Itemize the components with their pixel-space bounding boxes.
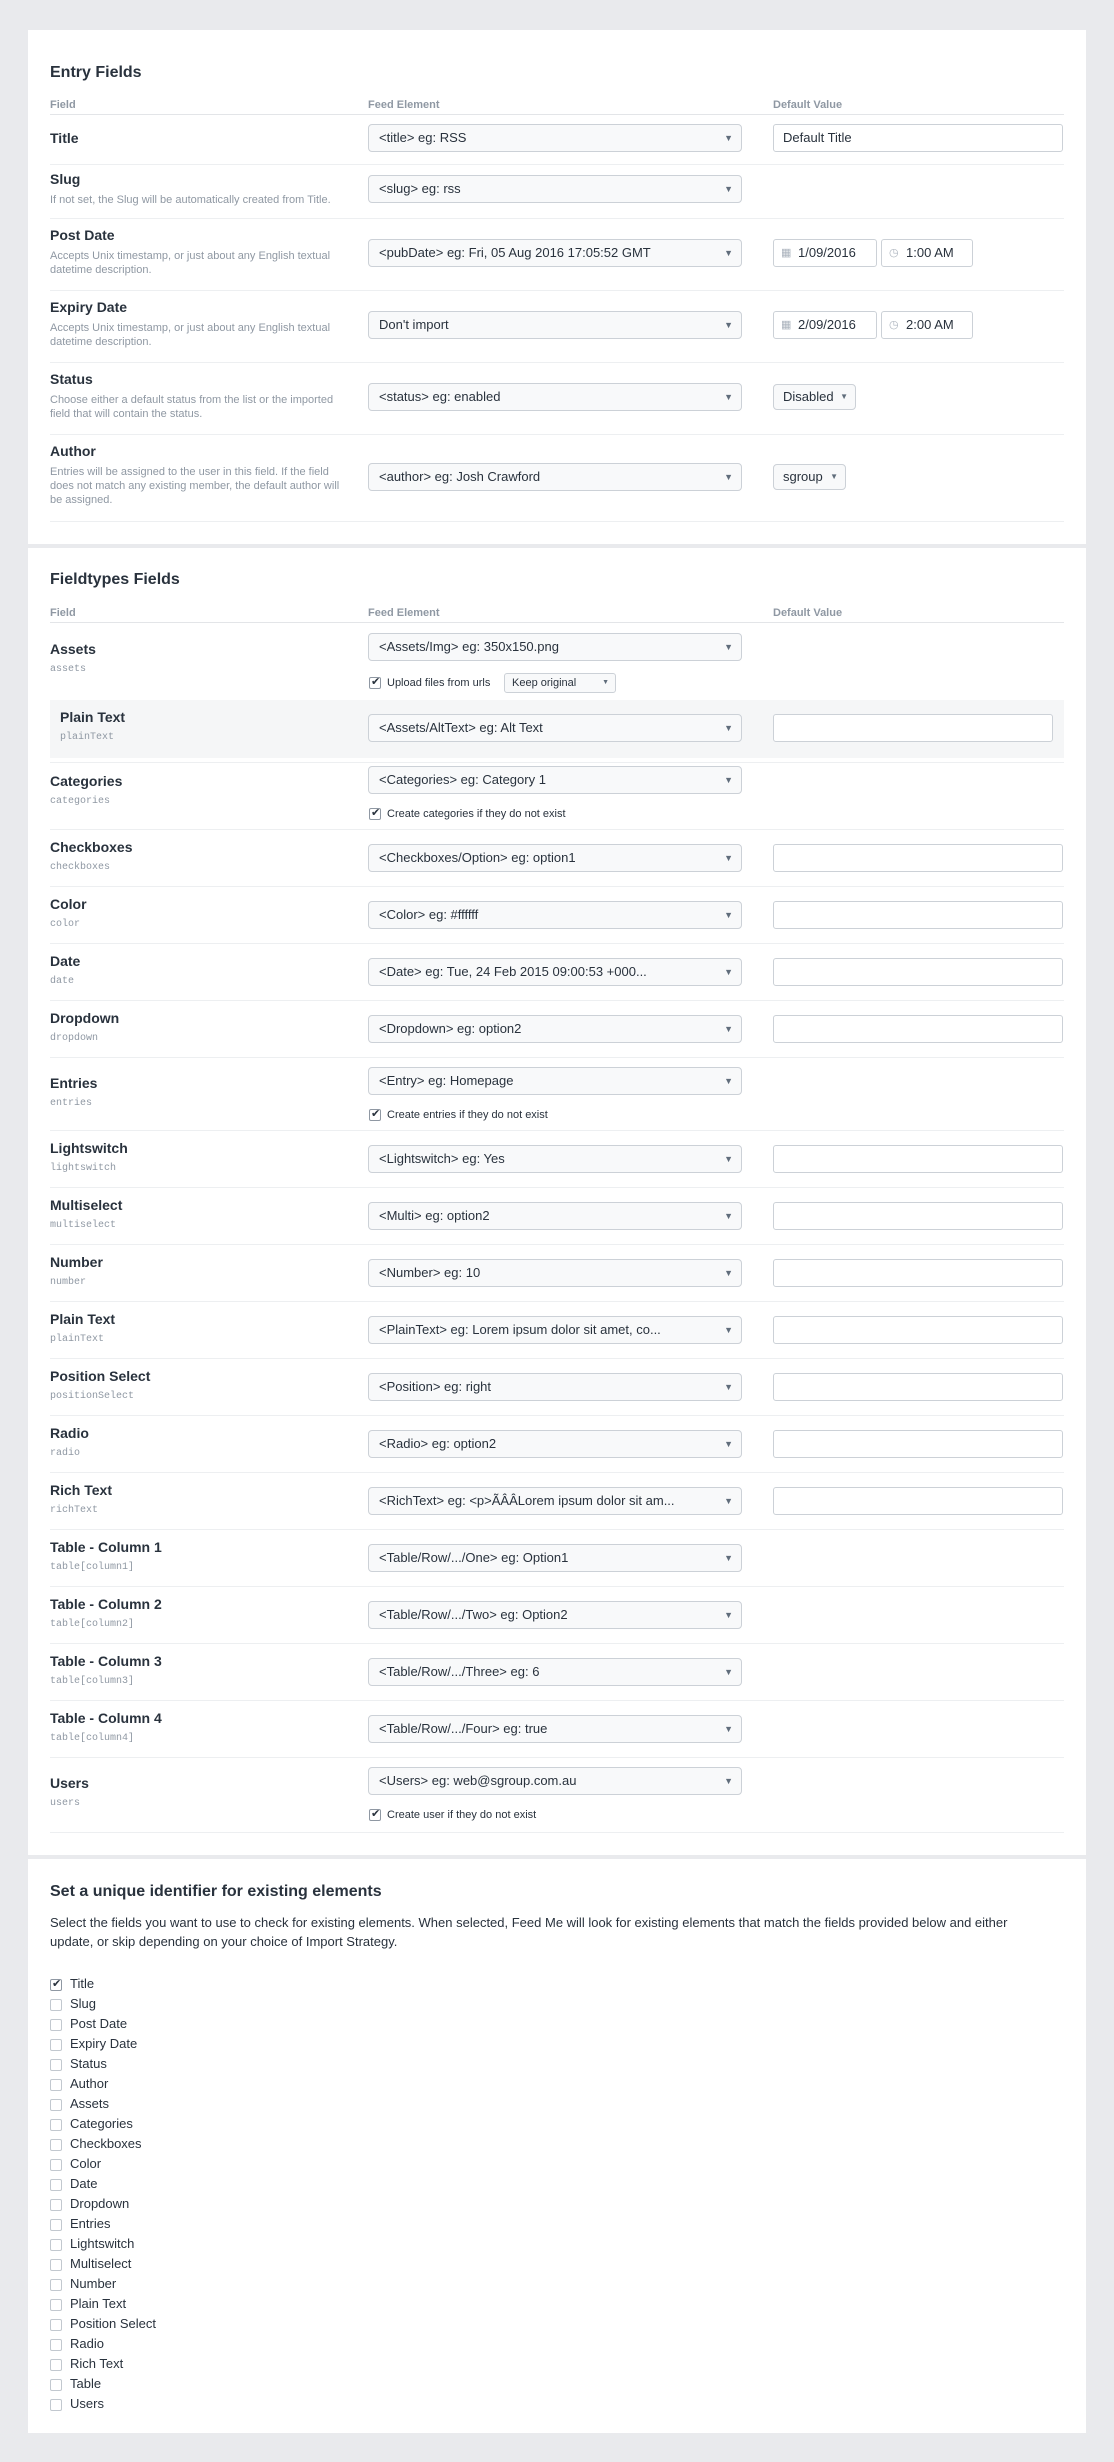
feed-select-value: <Users> eg: web@sgroup.com.au xyxy=(379,1773,577,1788)
field-label-plain-text: Plain Text xyxy=(50,1311,116,1327)
unique-label-number: Number xyxy=(70,2276,117,2291)
default-position-select-input[interactable] xyxy=(773,1373,1063,1401)
feed-select-value: <Lightswitch> eg: Yes xyxy=(379,1151,505,1166)
unique-label-expiry-date: Expiry Date xyxy=(70,2036,138,2051)
field-label-dropdown: Dropdown xyxy=(50,1010,120,1026)
create-categories-label: Create categories if they do not exist xyxy=(387,808,566,820)
date-value: 1/09/2016 xyxy=(798,245,856,260)
default-multiselect-input[interactable] xyxy=(773,1202,1063,1230)
unique-label-lightswitch: Lightswitch xyxy=(70,2236,135,2251)
entry-fields-panel xyxy=(28,30,1086,544)
unique-identifier-panel xyxy=(28,1859,1086,2433)
feed-select-position-select[interactable] xyxy=(368,1373,742,1401)
chevron-down-icon: ▼ xyxy=(724,1382,733,1392)
default-rich-text-input[interactable] xyxy=(773,1487,1063,1515)
feed-select-table-column-4[interactable] xyxy=(368,1715,742,1743)
feed-select-title[interactable] xyxy=(368,124,742,152)
chevron-down-icon: ▼ xyxy=(724,775,733,785)
row-divider xyxy=(50,943,1064,944)
feed-select-value: <Table/Row/.../Four> eg: true xyxy=(379,1721,548,1736)
feed-select-entries[interactable] xyxy=(368,1067,742,1095)
default-status-select[interactable] xyxy=(773,384,856,410)
chevron-down-icon: ▼ xyxy=(724,1211,733,1221)
unique-checkbox-color[interactable] xyxy=(50,2159,62,2171)
create-entries-checkbox[interactable] xyxy=(369,1109,381,1121)
field-label-post-date: Post Date xyxy=(50,227,115,243)
chevron-down-icon: ▼ xyxy=(724,1024,733,1034)
feed-select-value: <Radio> eg: option2 xyxy=(379,1436,497,1451)
expiry-date-time-input[interactable] xyxy=(881,311,973,339)
field-handle-rich-text: richText xyxy=(50,1505,99,1516)
time-value: 1:00 AM xyxy=(906,245,954,260)
row-divider xyxy=(50,434,1064,435)
unique-label-checkboxes: Checkboxes xyxy=(70,2136,142,2151)
unique-checkbox-dropdown[interactable] xyxy=(50,2199,62,2211)
field-label-color: Color xyxy=(50,896,87,912)
expiry-date-date-input[interactable] xyxy=(773,311,877,339)
chevron-down-icon: ▼ xyxy=(724,1724,733,1734)
upload-files-checkbox[interactable] xyxy=(369,677,381,689)
create-user-checkbox[interactable] xyxy=(369,1809,381,1821)
row-divider xyxy=(50,1358,1064,1359)
feed-select-value: <Color> eg: #ffffff xyxy=(379,907,479,922)
row-divider xyxy=(50,1187,1064,1188)
field-label-expiry-date: Expiry Date xyxy=(50,299,128,315)
create-user-label: Create user if they do not exist xyxy=(387,1809,537,1821)
feed-select-lightswitch[interactable] xyxy=(368,1145,742,1173)
chevron-down-icon: ▼ xyxy=(724,1776,733,1786)
unique-label-multiselect: Multiselect xyxy=(70,2256,132,2271)
unique-label-assets: Assets xyxy=(70,2096,110,2111)
feed-select-value: <Date> eg: Tue, 24 Feb 2015 09:00:53 +000... xyxy=(379,964,647,979)
author-value: sgroup xyxy=(783,469,823,484)
unique-checkbox-entries[interactable] xyxy=(50,2219,62,2231)
unique-checkbox-slug[interactable] xyxy=(50,1999,62,2011)
default-assets-plain-text-input[interactable] xyxy=(773,714,1053,742)
unique-checkbox-categories[interactable] xyxy=(50,2119,62,2131)
unique-checkbox-number[interactable] xyxy=(50,2279,62,2291)
unique-checkbox-date[interactable] xyxy=(50,2179,62,2191)
feed-select-value: Don't import xyxy=(379,317,449,332)
column-header-feed-element: Feed Element xyxy=(368,607,440,619)
default-color-input[interactable] xyxy=(773,901,1063,929)
calendar-icon: ▦ xyxy=(781,319,792,331)
chevron-down-icon: ▼ xyxy=(724,1496,733,1506)
unique-label-users: Users xyxy=(70,2396,104,2411)
chevron-down-icon: ▼ xyxy=(724,1667,733,1677)
field-label-title: Title xyxy=(50,130,79,146)
unique-checkbox-post-date[interactable] xyxy=(50,2019,62,2031)
unique-checkbox-expiry-date[interactable] xyxy=(50,2039,62,2051)
chevron-down-icon: ▼ xyxy=(724,392,733,402)
unique-label-author: Author xyxy=(70,2076,109,2091)
chevron-down-icon: ▼ xyxy=(724,1154,733,1164)
chevron-down-icon: ▼ xyxy=(724,248,733,258)
date-value: 2/09/2016 xyxy=(798,317,856,332)
row-divider xyxy=(50,164,1064,165)
unique-label-entries: Entries xyxy=(70,2216,111,2231)
unique-label-title: Title xyxy=(70,1976,95,1991)
chevron-down-icon: ▼ xyxy=(724,967,733,977)
calendar-icon: ▦ xyxy=(781,247,792,259)
feed-select-table-column-1[interactable] xyxy=(368,1544,742,1572)
field-label-slug: Slug xyxy=(50,171,81,187)
unique-checkbox-table[interactable] xyxy=(50,2379,62,2391)
chevron-down-icon: ▼ xyxy=(724,1268,733,1278)
row-divider xyxy=(50,1643,1064,1644)
row-divider xyxy=(50,1700,1064,1701)
default-number-input[interactable] xyxy=(773,1259,1063,1287)
header-divider xyxy=(50,622,1064,623)
unique-label-slug: Slug xyxy=(70,1996,97,2011)
field-handle-entries: entries xyxy=(50,1098,93,1109)
field-handle-table-column-4: table[column4] xyxy=(50,1733,135,1744)
row-divider xyxy=(50,1415,1064,1416)
field-handle-lightswitch: lightswitch xyxy=(50,1163,117,1174)
chevron-down-icon: ▼ xyxy=(724,853,733,863)
feed-select-dropdown[interactable] xyxy=(368,1015,742,1043)
row-divider xyxy=(50,1244,1064,1245)
feed-select-table-column-3[interactable] xyxy=(368,1658,742,1686)
column-header-field: Field xyxy=(50,607,76,619)
feed-select-expiry-date[interactable] xyxy=(368,311,742,339)
unique-checkbox-author[interactable] xyxy=(50,2079,62,2091)
field-label-position-select: Position Select xyxy=(50,1368,151,1384)
upload-files-label: Upload files from urls xyxy=(387,677,491,689)
feed-select-value: <Assets/AltText> eg: Alt Text xyxy=(379,720,543,735)
default-plain-text-input[interactable] xyxy=(773,1316,1063,1344)
status-value: Disabled xyxy=(783,389,834,404)
feed-select-assets-plain-text[interactable] xyxy=(368,714,742,742)
chevron-down-icon: ▼ xyxy=(724,723,733,733)
unique-checkbox-radio[interactable] xyxy=(50,2339,62,2351)
field-handle-dropdown: dropdown xyxy=(50,1033,99,1044)
field-handle-categories: categories xyxy=(50,796,111,807)
default-dropdown-input[interactable] xyxy=(773,1015,1063,1043)
chevron-down-icon: ▼ xyxy=(724,133,733,143)
feed-select-value: <Table/Row/.../Three> eg: 6 xyxy=(379,1664,540,1679)
row-divider xyxy=(50,1000,1064,1001)
unique-label-dropdown: Dropdown xyxy=(70,2196,130,2211)
field-handle-table-column-1: table[column1] xyxy=(50,1562,135,1573)
clock-icon: ◷ xyxy=(889,319,899,331)
feed-select-rich-text[interactable] xyxy=(368,1487,742,1515)
unique-label-position-select: Position Select xyxy=(70,2316,156,2331)
feed-select-slug[interactable] xyxy=(368,175,742,203)
field-label-categories: Categories xyxy=(50,773,123,789)
field-label-entries: Entries xyxy=(50,1075,98,1091)
unique-checkbox-rich-text[interactable] xyxy=(50,2359,62,2371)
field-desc-author: Entries will be assigned to the user in this field. If the field does not match any existing member, the default author will be assigned. xyxy=(50,466,340,506)
row-divider xyxy=(50,1529,1064,1530)
unique-checkbox-status[interactable] xyxy=(50,2059,62,2071)
chevron-down-icon: ▼ xyxy=(724,320,733,330)
feed-select-value: <status> eg: enabled xyxy=(379,389,501,404)
field-label-lightswitch: Lightswitch xyxy=(50,1140,128,1156)
row-divider xyxy=(50,1472,1064,1473)
feed-select-assets[interactable] xyxy=(368,633,742,661)
field-handle-multiselect: multiselect xyxy=(50,1220,117,1231)
unique-identifier-title: Set a unique identifier for existing elements xyxy=(50,1883,382,1900)
field-label-users: Users xyxy=(50,1775,89,1791)
field-handle-table-column-3: table[column3] xyxy=(50,1676,135,1687)
feed-select-color[interactable] xyxy=(368,901,742,929)
feed-select-value: <Multi> eg: option2 xyxy=(379,1208,490,1223)
chevron-down-icon: ▼ xyxy=(840,392,848,401)
clock-icon: ◷ xyxy=(889,247,899,259)
chevron-down-icon: ▼ xyxy=(724,910,733,920)
field-desc-expiry-date: Accepts Unix timestamp, or just about any English textual datetime description. xyxy=(50,322,331,348)
field-handle-number: number xyxy=(50,1277,87,1288)
chevron-down-icon: ▼ xyxy=(724,1439,733,1449)
field-handle-date: date xyxy=(50,976,75,987)
row-divider xyxy=(50,762,1064,763)
feed-select-radio[interactable] xyxy=(368,1430,742,1458)
feed-select-value: <Table/Row/.../One> eg: Option1 xyxy=(379,1550,569,1565)
unique-label-post-date: Post Date xyxy=(70,2016,128,2031)
upload-mode-select[interactable] xyxy=(504,673,616,693)
field-label-date: Date xyxy=(50,953,81,969)
row-divider xyxy=(50,218,1064,219)
field-handle-checkboxes: checkboxes xyxy=(50,862,111,873)
unique-checkbox-assets[interactable] xyxy=(50,2099,62,2111)
feed-select-multiselect[interactable] xyxy=(368,1202,742,1230)
unique-label-rich-text: Rich Text xyxy=(70,2356,124,2371)
field-handle-users: users xyxy=(50,1798,81,1809)
feed-select-value: <Table/Row/.../Two> eg: Option2 xyxy=(379,1607,568,1622)
feed-select-value: <PlainText> eg: Lorem ipsum dolor sit amet, co... xyxy=(379,1322,661,1337)
unique-label-status: Status xyxy=(70,2056,107,2071)
field-label-radio: Radio xyxy=(50,1425,89,1441)
row-divider xyxy=(50,290,1064,291)
chevron-down-icon: ▼ xyxy=(724,1610,733,1620)
unique-label-plain-text: Plain Text xyxy=(70,2296,127,2311)
upload-mode-value: Keep original xyxy=(512,677,577,689)
fieldtypes-fields-title: Fieldtypes Fields xyxy=(50,571,180,588)
unique-checkbox-users[interactable] xyxy=(50,2399,62,2411)
entry-fields-title: Entry Fields xyxy=(50,64,142,81)
field-handle-table-column-2: table[column2] xyxy=(50,1619,135,1630)
feed-select-value: <Assets/Img> eg: 350x150.png xyxy=(379,639,559,654)
feed-select-value: <Position> eg: right xyxy=(379,1379,492,1394)
field-label-number: Number xyxy=(50,1254,103,1270)
chevron-down-icon: ▼ xyxy=(724,472,733,482)
feed-select-table-column-2[interactable] xyxy=(368,1601,742,1629)
field-label-table-column-2: Table - Column 2 xyxy=(50,1596,162,1612)
unique-checkbox-lightswitch[interactable] xyxy=(50,2239,62,2251)
feed-select-author[interactable] xyxy=(368,463,742,491)
feed-select-value: <pubDate> eg: Fri, 05 Aug 2016 17:05:52 GMT xyxy=(379,245,651,260)
chevron-down-icon: ▼ xyxy=(724,642,733,652)
chevron-down-icon: ▼ xyxy=(602,679,609,686)
feed-select-value: <Number> eg: 10 xyxy=(379,1265,481,1280)
unique-checkbox-checkboxes[interactable] xyxy=(50,2139,62,2151)
feed-select-value: <RichText> eg: <p>ÃÂÂLorem ipsum dolor sit am... xyxy=(379,1493,675,1508)
row-divider xyxy=(50,1757,1064,1758)
field-handle-position-select: positionSelect xyxy=(50,1391,135,1402)
feed-select-categories[interactable] xyxy=(368,766,742,794)
row-divider xyxy=(50,1057,1064,1058)
header-divider xyxy=(50,114,1064,115)
field-desc-status: Choose either a default status from the list or the imported field that will contain the status. xyxy=(50,394,334,420)
row-divider xyxy=(50,886,1064,887)
feed-select-value: <Entry> eg: Homepage xyxy=(379,1073,514,1088)
feed-select-status[interactable] xyxy=(368,383,742,411)
chevron-down-icon: ▼ xyxy=(830,472,838,481)
column-header-field: Field xyxy=(50,99,76,111)
field-label-table-column-4: Table - Column 4 xyxy=(50,1710,162,1726)
feed-select-value: <slug> eg: rss xyxy=(379,181,461,196)
field-handle-assets: assets xyxy=(50,664,87,675)
row-divider xyxy=(50,829,1064,830)
unique-identifier-description: Select the fields you want to use to check for existing elements. When selected, Feed Me will look for existing elements that match the fields provided below and either update, or skip depending on your choice of Import Strategy. xyxy=(50,1915,1008,1949)
unique-label-table: Table xyxy=(70,2376,102,2391)
row-divider xyxy=(50,1832,1064,1833)
field-label-rich-text: Rich Text xyxy=(50,1482,112,1498)
feed-select-value: <Categories> eg: Category 1 xyxy=(379,772,546,787)
time-value: 2:00 AM xyxy=(906,317,954,332)
create-entries-label: Create entries if they do not exist xyxy=(387,1109,548,1121)
default-title-input[interactable]: Default Title xyxy=(773,124,1063,152)
field-label-status: Status xyxy=(50,371,93,387)
field-label-checkboxes: Checkboxes xyxy=(50,839,133,855)
feed-select-plain-text[interactable] xyxy=(368,1316,742,1344)
post-date-date-input[interactable] xyxy=(773,239,877,267)
default-radio-input[interactable] xyxy=(773,1430,1063,1458)
post-date-time-input[interactable] xyxy=(881,239,973,267)
row-divider xyxy=(50,1301,1064,1302)
field-handle-color: color xyxy=(50,919,81,930)
field-label-table-column-1: Table - Column 1 xyxy=(50,1539,162,1555)
field-handle-plain-text: plainText xyxy=(50,1334,105,1345)
unique-checkbox-position-select[interactable] xyxy=(50,2319,62,2331)
chevron-down-icon: ▼ xyxy=(724,1553,733,1563)
column-header-default-value: Default Value xyxy=(773,607,843,619)
feed-select-value: <author> eg: Josh Crawford xyxy=(379,469,541,484)
column-header-feed-element: Feed Element xyxy=(368,99,440,111)
row-divider xyxy=(50,521,1064,522)
feed-select-post-date[interactable] xyxy=(368,239,742,267)
field-desc-slug: If not set, the Slug will be automatically created from Title. xyxy=(50,194,331,206)
feed-select-value: <Dropdown> eg: option2 xyxy=(379,1021,522,1036)
field-handle-radio: radio xyxy=(50,1448,81,1459)
field-label-assets: Assets xyxy=(50,641,96,657)
field-label-author: Author xyxy=(50,443,96,459)
unique-label-categories: Categories xyxy=(70,2116,133,2131)
row-divider xyxy=(50,362,1064,363)
default-checkboxes-input[interactable] xyxy=(773,844,1063,872)
unique-checkbox-plain-text[interactable] xyxy=(50,2299,62,2311)
create-categories-checkbox[interactable] xyxy=(369,808,381,820)
default-date-input[interactable] xyxy=(773,958,1063,986)
field-desc-post-date: Accepts Unix timestamp, or just about any English textual datetime description. xyxy=(50,250,331,276)
row-divider xyxy=(50,1586,1064,1587)
field-label-table-column-3: Table - Column 3 xyxy=(50,1653,162,1669)
unique-label-date: Date xyxy=(70,2176,98,2191)
feed-select-value: <Checkboxes/Option> eg: option1 xyxy=(379,850,576,865)
unique-checkbox-title[interactable] xyxy=(50,1979,62,1991)
unique-checkbox-multiselect[interactable] xyxy=(50,2259,62,2271)
chevron-down-icon: ▼ xyxy=(724,184,733,194)
feed-select-number[interactable] xyxy=(368,1259,742,1287)
feed-select-date[interactable] xyxy=(368,958,742,986)
feed-select-checkboxes[interactable] xyxy=(368,844,742,872)
unique-label-radio: Radio xyxy=(70,2336,104,2351)
row-divider xyxy=(50,1130,1064,1131)
field-label-assets-plain-text: Plain Text xyxy=(60,709,126,725)
field-handle-assets-plain-text: plainText xyxy=(60,732,115,743)
fieldtypes-fields-panel xyxy=(28,548,1086,1855)
column-header-default-value: Default Value xyxy=(773,99,843,111)
field-label-multiselect: Multiselect xyxy=(50,1197,123,1213)
chevron-down-icon: ▼ xyxy=(724,1076,733,1086)
feed-select-users[interactable] xyxy=(368,1767,742,1795)
default-lightswitch-input[interactable] xyxy=(773,1145,1063,1173)
feed-select-value: <title> eg: RSS xyxy=(379,130,467,145)
unique-label-color: Color xyxy=(70,2156,102,2171)
chevron-down-icon: ▼ xyxy=(724,1325,733,1335)
default-author-select[interactable] xyxy=(773,464,846,490)
